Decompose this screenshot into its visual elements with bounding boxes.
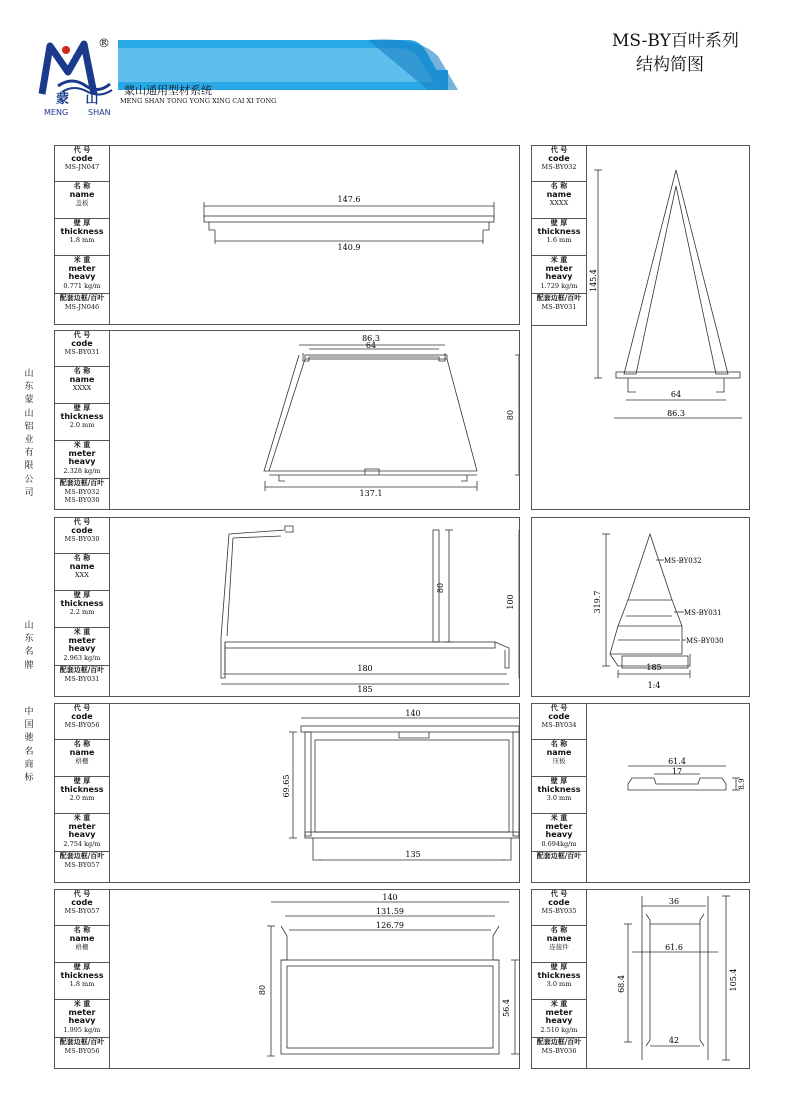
svg-text:80: 80 [258, 984, 267, 996]
svg-text:8.9: 8.9 [738, 778, 746, 790]
profile-drawing [586, 146, 750, 510]
assembly-scale: 1:4 [647, 681, 661, 690]
assembly-panel [531, 517, 750, 697]
svg-text:69.65: 69.65 [282, 774, 291, 798]
header [0, 0, 800, 125]
weight-value: 0.771 kg/m [63, 281, 101, 290]
profile-drawing [109, 146, 519, 324]
profile-panel-by030 [54, 517, 520, 697]
brand-cn: 蒙 山 [56, 92, 105, 107]
spec-table: 代 号 code MS-BY057 名 称 name 格栅 壁 厚 thickness 1.8 mm 米 重 meter heavy 1.995 kg/m 配套边框/百叶 MS-BY056 [55, 890, 110, 1068]
svg-text:64: 64 [365, 341, 377, 350]
assembly-label-by032: MS-BY032 [664, 557, 702, 565]
thickness-value: 1.8 mm [69, 236, 95, 244]
svg-text:137.1: 137.1 [359, 489, 383, 498]
spec-table: 代 号 code MS-BY034 名 称 name 压板 壁 厚 thickness 3.0 mm 米 重 meter heavy 0.694kg/m 配套边框/百叶 [532, 704, 587, 882]
svg-text:56.4: 56.4 [502, 999, 511, 1017]
assembly-height: 319.7 [593, 590, 602, 614]
spec-table: 代 号 code MS-BY031 名 称 name XXXX 壁 厚 thickness 2.0 mm 米 重 meter heavy 2.328 kg/m 配套边框/百叶 MS-BY032 MS-BY030 [55, 331, 110, 509]
assembly-drawing [532, 518, 750, 696]
side-company: 山 东 蒙 山 铝 业 有 限 公 司 [24, 369, 34, 498]
company-cn: 蒙山通用型材系统 [124, 84, 212, 97]
svg-text:126.79: 126.79 [376, 921, 404, 930]
side-brand: 山 东 名 牌 [24, 621, 34, 671]
profile-panel-by034 [531, 703, 750, 883]
profile-panel-by057 [54, 889, 520, 1069]
svg-text:86.3: 86.3 [362, 334, 380, 343]
svg-text:135: 135 [405, 850, 421, 859]
dim-outer: 86.3 [667, 409, 685, 418]
svg-text:180: 180 [357, 664, 373, 673]
brand-left: MENG [44, 108, 69, 117]
profile-panel-jn047 [54, 145, 520, 325]
side-trademark: 中 国 驰 名 商 标 [24, 707, 34, 784]
svg-text:61.4: 61.4 [668, 757, 686, 766]
profile-panel-by035 [531, 889, 750, 1069]
assembly-width: 185 [646, 663, 662, 672]
spec-table: 代 号 code MS-BY056 名 称 name 格栅 壁 厚 thickness 2.0 mm 米 重 meter heavy 2.754 kg/m 配套边框/百叶 MS-BY057 [55, 704, 110, 882]
dim-height: 145.4 [589, 269, 598, 292]
profile-drawing [109, 704, 519, 882]
profile-panel-by032 [531, 145, 750, 510]
svg-text:61.6: 61.6 [665, 943, 683, 952]
profile-panel-by056 [54, 703, 520, 883]
profile-drawing [586, 890, 750, 1068]
spec-table: 代 号 code MS-BY030 名 称 name XXX 壁 厚 thickness 2.2 mm 米 重 meter heavy 2.963 kg/m 配套边框/百叶 MS-BY031 [55, 518, 110, 696]
svg-text:140: 140 [382, 893, 398, 902]
dim-inner: 64 [670, 390, 682, 399]
profile-drawing [109, 518, 519, 696]
spec-table: 代 号 code MS-BY032 名 称 name XXXX 壁 厚 thickness 1.6 mm 米 重 meter heavy 1.729 kg/m 配套边框/百叶 MS-BY031 [532, 146, 587, 326]
svg-text:105.4: 105.4 [729, 968, 738, 992]
page-subtitle: 结构简图 [636, 55, 704, 75]
profile-drawing [586, 704, 750, 882]
profile-drawing [109, 890, 519, 1068]
svg-text:36: 36 [668, 897, 680, 906]
dim-width-inner: 140.9 [337, 243, 361, 252]
svg-text:42: 42 [668, 1036, 680, 1045]
assembly-label-by030: MS-BY030 [686, 637, 724, 645]
brand-right: SHAN [88, 108, 111, 117]
svg-text:80: 80 [506, 409, 515, 421]
spec-table: 代 号 code MS-BY035 名 称 name 连接件 壁 厚 thickness 3.0 mm 米 重 meter heavy 2.510 kg/m 配套边框/百叶 MS-BY036 [532, 890, 587, 1068]
svg-text:185: 185 [357, 685, 373, 694]
profile-panel-by031 [54, 330, 520, 510]
svg-text:100: 100 [506, 594, 515, 610]
spec-table: 代 号 code MS-JN047 名 称 name 盖板 壁 厚 thickness 1.8 mm 米 重 meter heavy 0.771 kg/m 配套边框/百叶 MS-JN046 [55, 146, 110, 324]
svg-text:17: 17 [671, 767, 683, 776]
profile-drawing [109, 331, 519, 509]
dim-width-outer: 147.6 [337, 195, 361, 204]
registered-mark: ® [98, 36, 110, 50]
assembly-label-by031: MS-BY031 [684, 609, 722, 617]
company-en: MENG SHAN TONG YONG XING CAI XI TONG [120, 97, 277, 105]
code-value: MS-JN047 [64, 163, 100, 171]
name-value: 盖板 [75, 199, 89, 207]
svg-text:131.59: 131.59 [376, 907, 404, 916]
svg-text:80: 80 [436, 582, 445, 594]
svg-text:68.4: 68.4 [617, 975, 626, 993]
match-value: MS-JN046 [64, 302, 100, 311]
series-title: MS-BY百叶系列 [612, 31, 739, 51]
svg-text:140: 140 [405, 709, 421, 718]
